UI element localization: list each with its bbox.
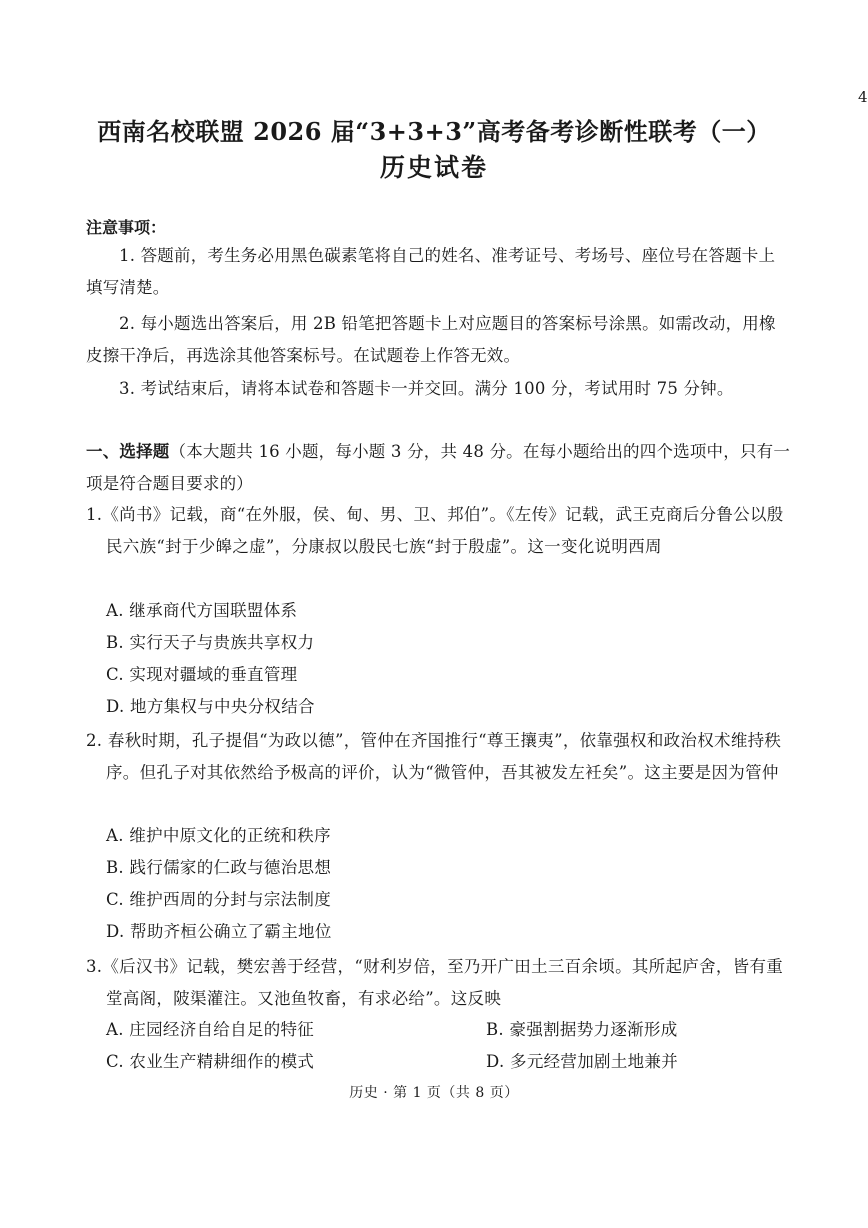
question-2-option-b: B. 践行儒家的仁政与德治思想	[106, 858, 332, 877]
section-header	[86, 436, 798, 500]
question-2-option-d: D. 帮助齐桓公确立了霸主地位	[106, 922, 332, 941]
note-item-1: 1. 答题前，考生务必用黑色碳素笔将自己的姓名、准考证号、考场号、座位号在答题卡上填写清楚。	[86, 246, 776, 297]
question-2-stem: 2. 春秋时期，孔子提倡“为政以德”，管仲在齐国推行“尊王攘夷”，依靠强权和政治权术维持秩序。但孔子对其依然给予极高的评价，认为“微管仲，吾其被发左衽矣”。这主要是因为管仲	[86, 731, 782, 782]
corner-page-mark: 4	[858, 88, 868, 106]
question-3-option-b: B. 豪强割据势力逐渐形成	[486, 1020, 678, 1039]
question-2-option-a: A. 维护中原文化的正统和秩序	[106, 826, 331, 845]
page-footer: 历史 · 第 1 页（共 8 页）	[349, 1085, 519, 1101]
notes-heading: 注意事项：	[86, 218, 167, 237]
question-3-option-a: A. 庄园经济自给自足的特征	[106, 1020, 315, 1039]
question-3-option-d: D. 多元经营加剧土地兼并	[486, 1052, 679, 1071]
section-description: （本大题共 16 小题，每小题 3 分，共 48 分。在每小题给出的四个选项中，只有一项是符合题目要求的）	[86, 442, 791, 493]
question-3-stem: 3.《后汉书》记载，樊宏善于经营，“财利岁倍，至乃开广田土三百余顷。其所起庐舍，皆有重堂高阁，陂渠灌注。又池鱼牧畜，有求必给”。这反映	[86, 957, 784, 1008]
note-item-2: 2. 每小题选出答案后，用 2B 铅笔把答题卡上对应题目的答案标号涂黑。如需改动，用橡皮擦干净后，再选涂其他答案标号。在试题卷上作答无效。	[86, 314, 776, 365]
exam-title: 西南名校联盟 2026 届“3+3+3”高考备考诊断性联考（一）	[97, 117, 771, 146]
question-1-option-d: D. 地方集权与中央分权结合	[106, 697, 315, 716]
question-3-option-c: C. 农业生产精耕细作的模式	[106, 1052, 315, 1071]
question-1-option-b: B. 实行天子与贵族共享权力	[106, 633, 315, 652]
question-1-stem: 1.《尚书》记载，商“在外服，侯、甸、男、卫、邦伯”。《左传》记载，武王克商后分鲁公以殷民六族“封于少皞之虚”，分康叔以殷民七族“封于殷虚”。这一变化说明西周	[86, 505, 784, 556]
question-2-option-c: C. 维护西周的分封与宗法制度	[106, 890, 332, 909]
note-item-3: 3. 考试结束后，请将本试卷和答题卡一并交回。满分 100 分，考试用时 75 分钟。	[119, 379, 734, 398]
question-1-option-c: C. 实现对疆域的垂直管理	[106, 665, 298, 684]
exam-subject-title: 历史试卷	[379, 153, 488, 182]
question-1-option-a: A. 继承商代方国联盟体系	[106, 601, 298, 620]
section-label: 一、选择题	[86, 442, 170, 461]
